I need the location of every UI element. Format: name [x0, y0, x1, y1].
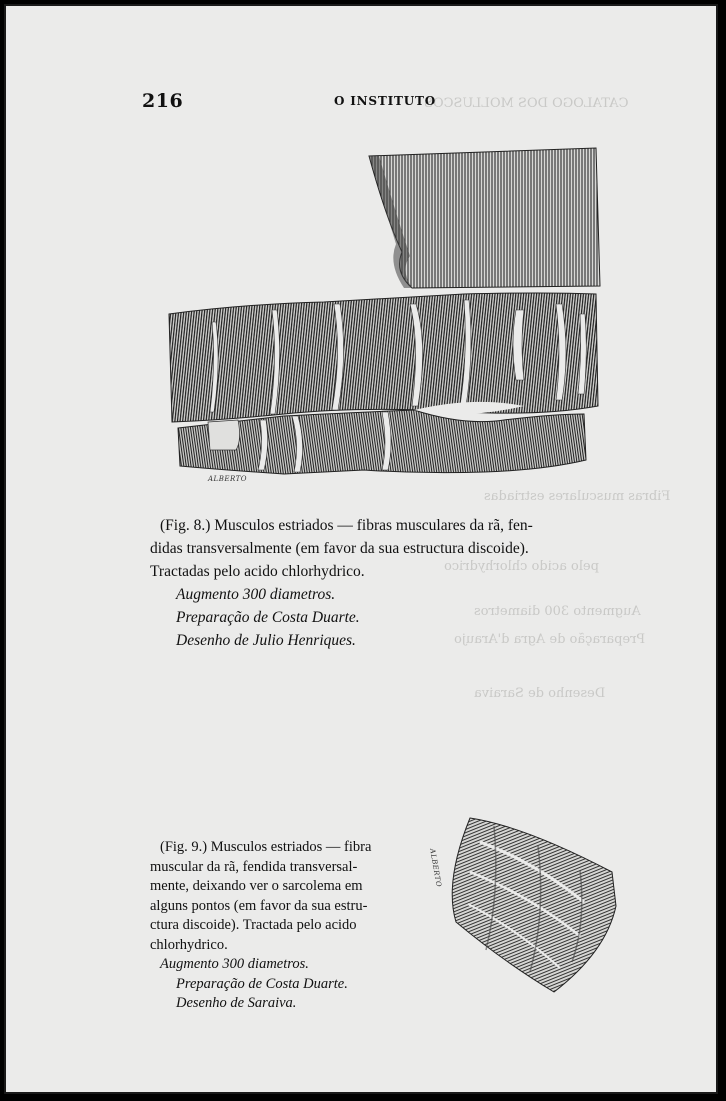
engraver-signature-fig9: ALBERTO: [428, 848, 443, 888]
fig9-magnification: Augmento 300 diametros.: [160, 956, 309, 972]
fig9-caption-line2: muscular da rã, fendida transversal-: [150, 858, 358, 875]
page-number: 216: [142, 90, 184, 112]
figure-9-caption: [150, 838, 440, 1014]
fig9-caption-line3: mente, deixando ver o sarcolema em: [150, 878, 363, 894]
running-title: O INSTITUTO: [334, 94, 436, 108]
fig9-caption-line1: (Fig. 9.) Musculos estriados — fibra: [160, 839, 372, 855]
fig8-caption-line3: Tractadas pelo acido chlorhydrico.: [150, 563, 365, 580]
fig9-caption-line6: chlorhydrico.: [150, 936, 228, 953]
fig8-drawing: Desenho de Julio Henriques.: [176, 632, 356, 649]
fig8-caption-line1: (Fig. 8.) Musculos estriados — fibras musculares da rã, fen-: [160, 517, 533, 534]
muscle-fiber-engraving-fig9: [434, 812, 634, 1002]
fig9-caption-line4: alguns pontos (em favor da sua estru-: [150, 897, 368, 914]
figure-8-caption: [150, 514, 630, 652]
engraver-signature-fig8: ALBERTO: [208, 475, 248, 483]
figure-9-illustration: [428, 812, 634, 1002]
figure-8-illustration: [164, 144, 604, 494]
muscle-fiber-engraving-fig8: [164, 144, 604, 494]
fig9-drawing: Desenho de Saraiva.: [176, 995, 297, 1011]
fig8-preparation: Preparação de Costa Duarte.: [176, 609, 360, 626]
fig9-preparation: Preparação de Costa Duarte.: [176, 975, 348, 992]
page-header: [4, 90, 718, 114]
scanned-page: CATALOGO DOS MOLLUSCOS Fibras musculares estriadas pelo acido chlorhydrico Augmento 300 diametros Preparação de Agra d'Araujo Desenho de Saraiva 216 O INSTITUTO ALBERTO (Fig. 8.) Musculos estriados — fibras musculares da rã, fen- didas transversalmente (em favor da sua estructura discoide). Tractadas pelo acido chlorhydrico. Augmento 300 diametros. Preparação de Costa Duarte. Desenho de Julio Henriques. ALBERTO (Fig. 9.) Musculos estriados — fibra muscular da rã, fendida transversal- mente, deixando ver o sarcolema em alguns pontos (em favor da sua estru- ctura discoide). Tractada pelo acido chlorhydrico. Augmento 300 diametros. Preparação de Costa Duarte. Desenho de Saraiva.: [4, 4, 718, 1094]
fig8-magnification: Augmento 300 diametros.: [176, 586, 336, 603]
fig9-caption-line5: ctura discoide). Tractada pelo acido: [150, 917, 357, 933]
fig8-caption-line2: didas transversalmente (em favor da sua estructura discoide).: [150, 540, 529, 557]
